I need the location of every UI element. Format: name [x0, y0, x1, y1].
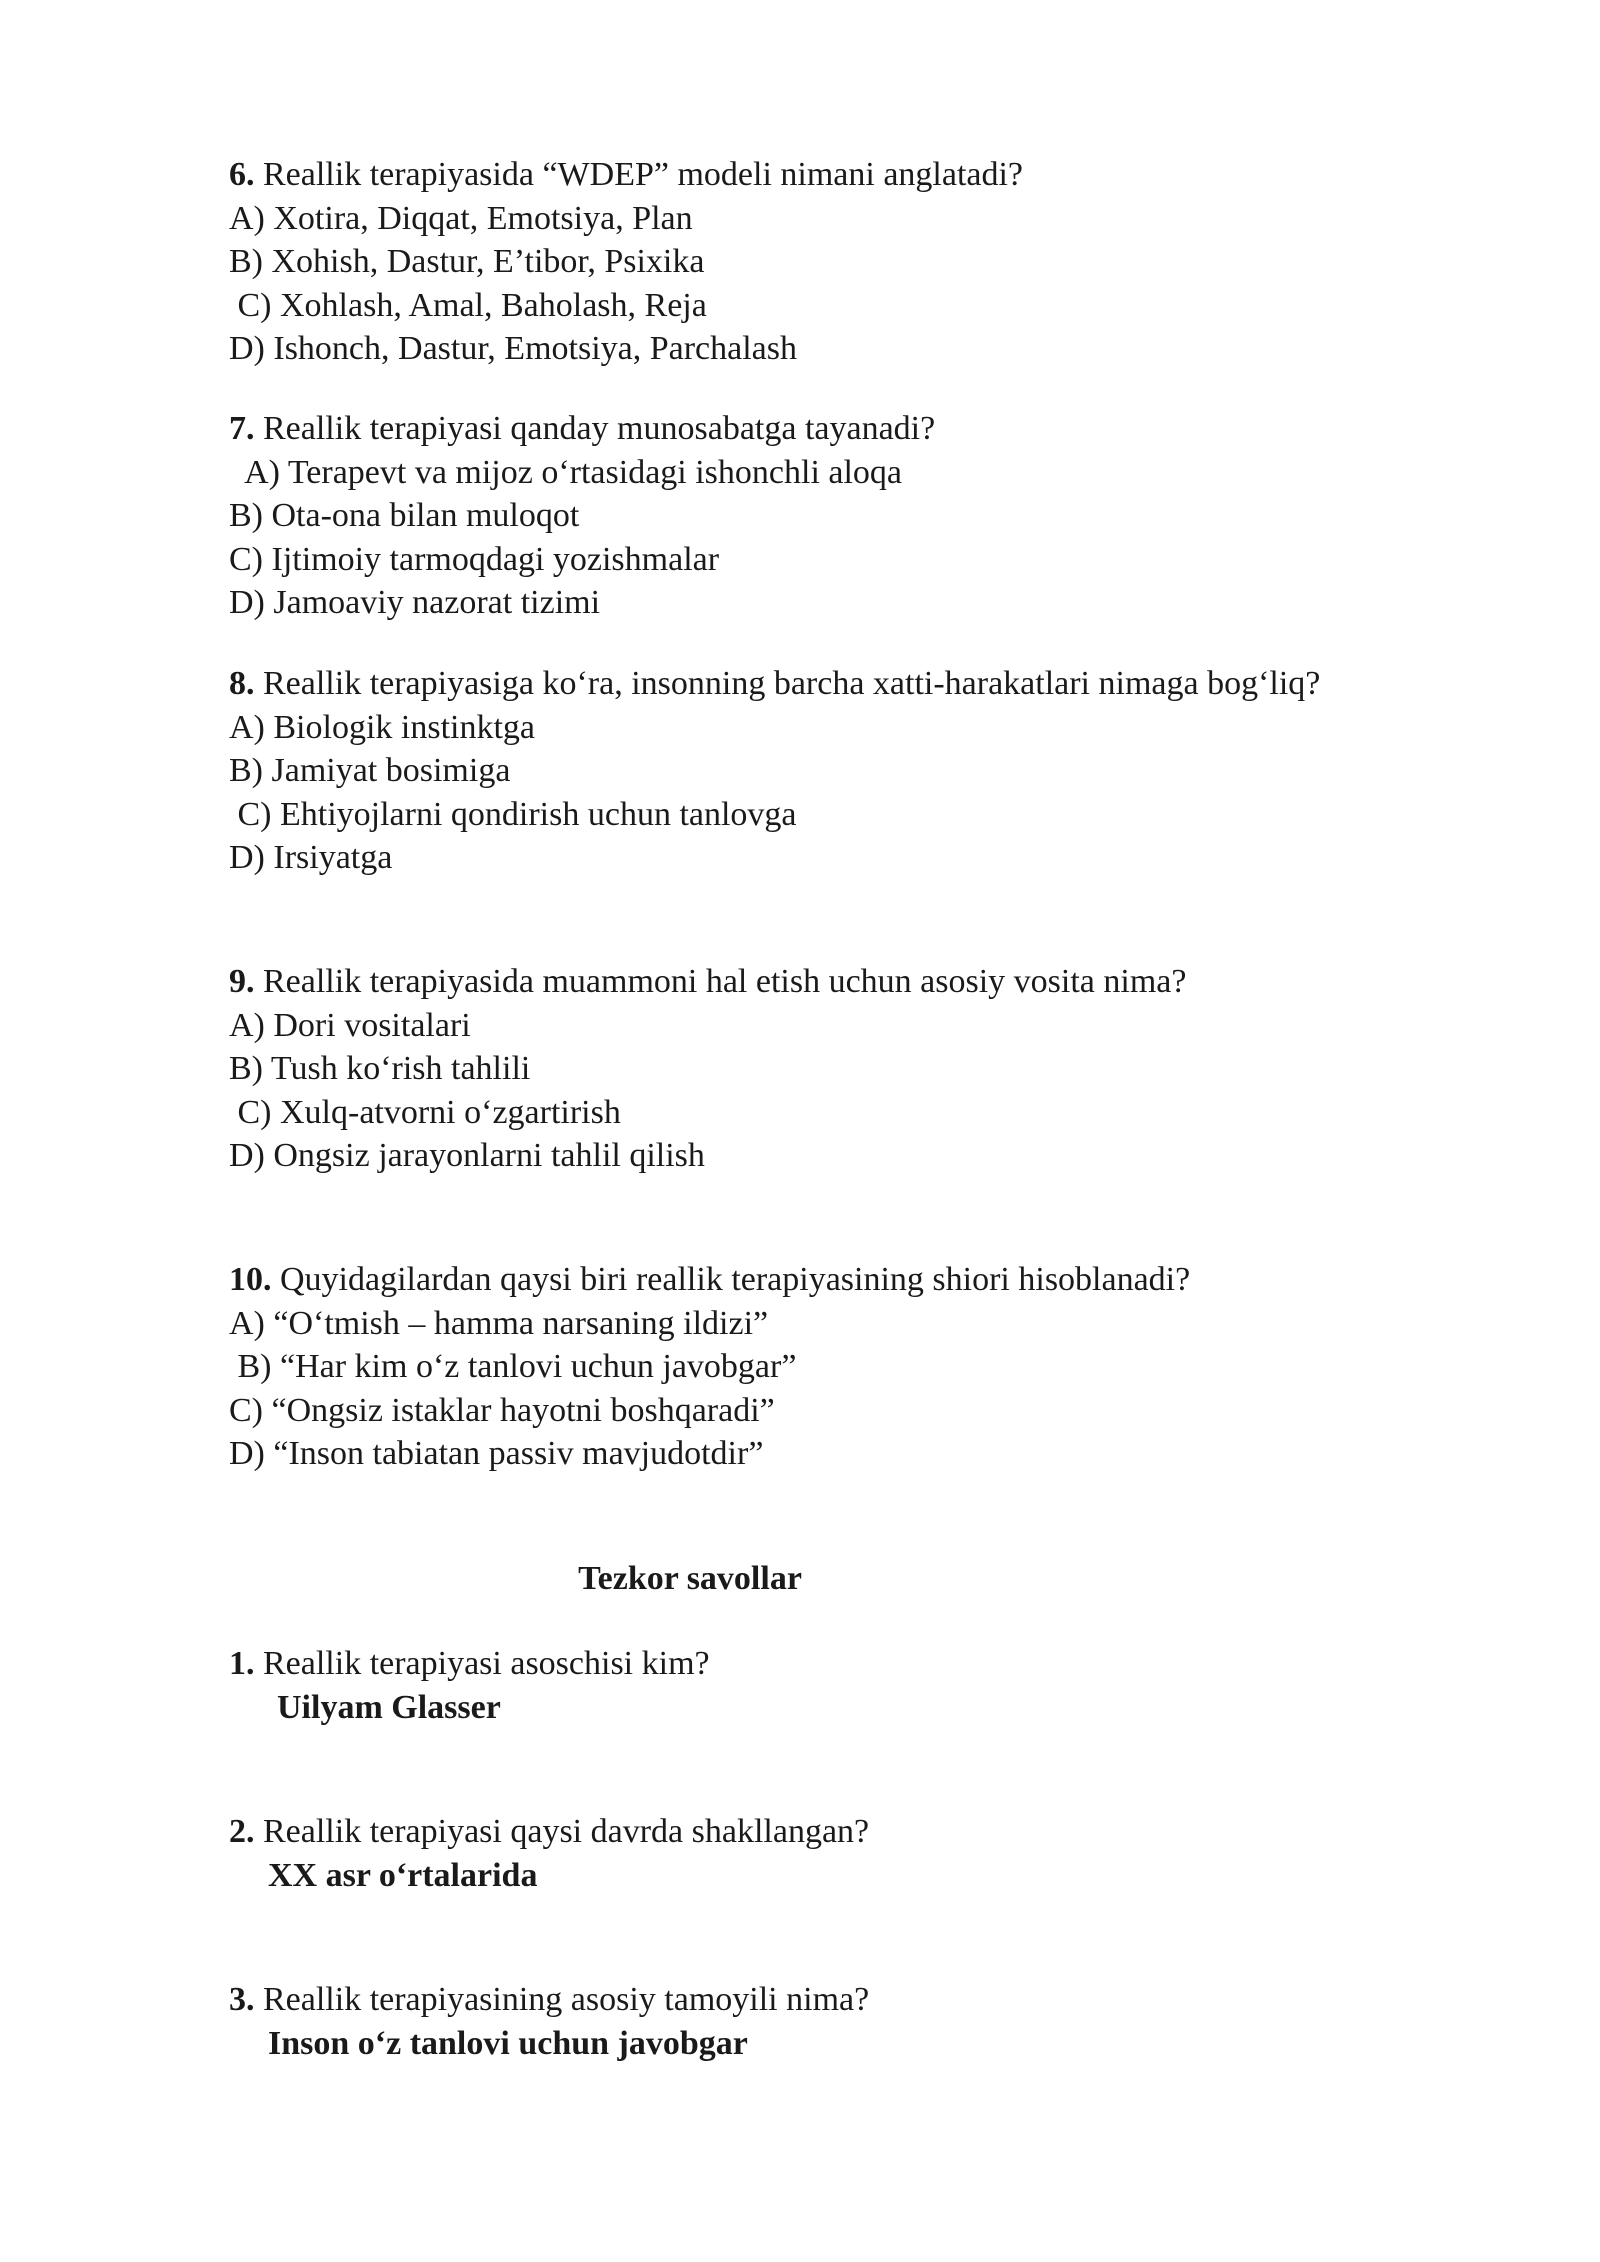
question-prompt: Reallik terapiyasida “WDEP” modeli nimani anglatadi? [254, 156, 1024, 193]
section-title: Tezkor savollar [578, 1560, 802, 1597]
quick-question-3 [229, 1978, 1529, 2065]
question-6 [229, 153, 1529, 371]
question-number: 2. [229, 1813, 255, 1850]
option-c: C) Ehtiyojlarni qondirish uchun tanlovga [229, 795, 797, 833]
question-number: 3. [229, 1981, 255, 2018]
question-10 [229, 1258, 1529, 1476]
option-d: D) “Inson tabiatan passiv mavjudotdir” [229, 1435, 764, 1472]
option-b: B) Ota-ona bilan muloqot [229, 497, 580, 534]
quick-question-3-text [229, 1978, 1529, 2022]
question-8-text [229, 662, 1529, 706]
question-8 [229, 662, 1529, 880]
question-prompt: Reallik terapiyasi asoschisi kim? [254, 1645, 710, 1682]
answer: Inson o‘z tanlovi uchun javobgar [268, 2024, 748, 2062]
question-prompt: Reallik terapiyasining asosiy tamoyili nima? [254, 1981, 870, 2018]
question-9-text [229, 960, 1529, 1004]
answer: XX asr o‘rtalarida [268, 1856, 538, 1894]
quick-question-2-text [229, 1810, 1529, 1854]
answer: Uilyam Glasser [277, 1688, 501, 1726]
option-b: B) Jamiyat bosimiga [229, 752, 511, 789]
question-6-text [229, 153, 1529, 197]
question-number: 1. [229, 1645, 255, 1682]
option-c: C) Ijtimoiy tarmoqdagi yozishmalar [229, 540, 720, 578]
quick-question-2 [229, 1810, 1529, 1897]
quick-question-1-text [229, 1642, 1529, 1686]
option-a: A) Biologik instinktga [229, 708, 535, 746]
question-10-text [229, 1258, 1529, 1302]
option-a: A) Dori vositalari [229, 1006, 471, 1044]
question-number: 10. [229, 1261, 272, 1298]
option-c: C) Xulq-atvorni o‘zgartirish [229, 1093, 621, 1131]
option-b: B) “Har kim o‘z tanlovi uchun javobgar” [229, 1348, 797, 1385]
question-prompt: Reallik terapiyasi qanday munosabatga tayanadi? [254, 410, 936, 447]
question-number: 9. [229, 963, 255, 1000]
option-d: D) Jamoaviy nazorat tizimi [229, 584, 601, 621]
option-d: D) Ongsiz jarayonlarni tahlil qilish [229, 1137, 705, 1174]
question-number: 7. [229, 410, 255, 447]
option-d: D) Ishonch, Dastur, Emotsiya, Parchalash [229, 330, 798, 367]
option-c: C) “Ongsiz istaklar hayotni boshqaradi” [229, 1391, 775, 1429]
question-prompt: Reallik terapiyasiga ko‘ra, insonning barcha xatti-harakatlari nimaga bog‘liq? [254, 665, 1321, 702]
option-d: D) Irsiyatga [229, 839, 393, 876]
question-prompt: Reallik terapiyasi qaysi davrda shakllangan? [254, 1813, 870, 1850]
question-9 [229, 960, 1529, 1178]
quick-question-1 [229, 1642, 1529, 1729]
option-a: A) Terapevt va mijoz o‘rtasidagi ishonchli aloqa [229, 453, 903, 491]
option-c: C) Xohlash, Amal, Baholash, Reja [229, 286, 707, 324]
question-prompt: Reallik terapiyasida muammoni hal etish uchun asosiy vosita nima? [254, 963, 1187, 1000]
question-prompt: Quyidagilardan qaysi biri reallik terapiyasining shiori hisoblanadi? [271, 1261, 1191, 1298]
question-number: 8. [229, 665, 255, 702]
question-7 [229, 407, 1529, 625]
option-a: A) Xotira, Diqqat, Emotsiya, Plan [229, 199, 693, 237]
option-b: B) Tush ko‘rish tahlili [229, 1050, 531, 1087]
question-7-text [229, 407, 1529, 451]
option-a: A) “O‘tmish – hamma narsaning ildizi” [229, 1304, 769, 1342]
option-b: B) Xohish, Dastur, E’tibor, Psixika [229, 243, 705, 280]
question-number: 6. [229, 156, 255, 193]
